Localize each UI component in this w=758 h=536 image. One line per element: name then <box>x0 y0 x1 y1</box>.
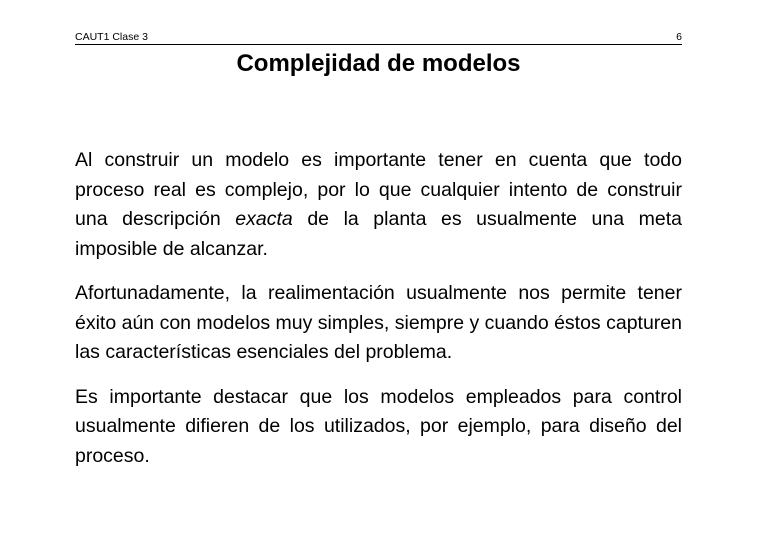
header-rule <box>75 44 682 45</box>
paragraph-1-part-2: de la planta es usualmente una meta imposible de alcanzar. <box>75 208 682 260</box>
course-label: CAUT1 Clase 3 <box>75 31 148 43</box>
page-header <box>75 30 682 44</box>
paragraph-1-emphasis: exacta <box>235 208 293 230</box>
page-title: Complejidad de modelos <box>236 50 521 77</box>
paragraph-1 <box>75 146 682 264</box>
paragraph-1-part-1: Al construir un modelo es importante tener en cuenta que todo proceso real es complejo, por lo que cualquier intento de construir una descripción <box>75 149 682 230</box>
page-number: 6 <box>676 31 682 43</box>
paragraph-3: Es importante destacar que los modelos empleados para control usualmente difieren de los utilizados, por ejemplo, para diseño del proceso. <box>75 385 682 467</box>
paragraph-2: Afortunadamente, la realimentación usualmente nos permite tener éxito aún con modelos muy simples, siempre y cuando éstos capturen las características esenciales del problema. <box>75 282 682 363</box>
body-text <box>75 146 682 486</box>
